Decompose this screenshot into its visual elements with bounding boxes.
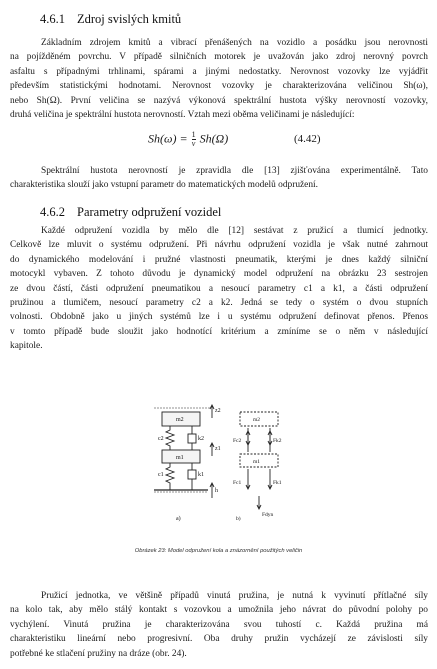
fraction-numerator: 1 bbox=[191, 130, 196, 139]
label-c1: c1 bbox=[158, 472, 164, 478]
text-line: do dynamického modelování i pružné vlastnosti pneumatik, kterými je dnes každý silniční bbox=[10, 254, 428, 265]
section-heading-4-6-1 bbox=[40, 12, 181, 27]
equation-number: (4.42) bbox=[294, 133, 321, 145]
text-line: charakteristiku lineární nebo progresivní. Oba druhy pružin vycházejí ze závislosti síly bbox=[10, 634, 428, 645]
paragraph-road-unevenness bbox=[10, 36, 428, 122]
label-z2: z2 bbox=[215, 408, 221, 414]
text-line: druhá veličina je spektrální hustota nerovností. Vztah mezi oběma veličinami je následující: bbox=[10, 109, 355, 120]
spring-c2 bbox=[166, 426, 174, 450]
text-line: především statistickými hodnotami. Nerovnost vozovky je charakterizována veličinou Sh(ω), bbox=[10, 81, 428, 92]
label-fc2: Fc2 bbox=[233, 438, 242, 444]
damper-k1 bbox=[188, 470, 196, 479]
text-line: kapitole. bbox=[10, 341, 43, 352]
section-number: 4.6.2 bbox=[40, 205, 65, 219]
text-line: Pružicí jednotka, ve většině případů vinutá pružina, je nutná k vyvinutí přítlačné síly bbox=[41, 591, 428, 601]
text-line: charakteristika slouží jako vstupní parametr do matematických modelů odpružení. bbox=[10, 180, 318, 191]
section-heading-4-6-2 bbox=[40, 205, 221, 220]
section-title: Parametry odpružení vozidel bbox=[77, 205, 222, 219]
label-m2-b: m2 bbox=[253, 417, 261, 423]
text-line: na kolo tak, aby mělo stálý kontakt s vozovkou a umožnila jeho návrat do původní polohy po bbox=[10, 605, 428, 616]
text-line: ze dvou částí, části odpružení pneumatikou a nesoucí parametry c1 a k1, a části odpružení bbox=[10, 283, 428, 294]
figure-a-diagram bbox=[154, 405, 214, 498]
paragraph-spectral-density bbox=[10, 164, 428, 193]
text-line: volnosti. Obdobně jako u jiných systémů lze i u systému odpružení definovat přenos. Přenos bbox=[10, 312, 428, 323]
equation-formula bbox=[148, 131, 228, 148]
text-line: asfaltu s případnými trhlinami, spárami a jinými nedostatky. Nerovnost vozovky lze vyjádřit bbox=[10, 66, 428, 77]
spring-c1 bbox=[166, 463, 174, 490]
text-line: v tomto případě bude sloužit jako hodnotící kritérium a zmíníme se o něm v následující bbox=[10, 326, 428, 337]
label-fdyn: Fdyn bbox=[262, 512, 274, 518]
section-title: Zdroj svislých kmitů bbox=[77, 12, 182, 26]
label-m1: m1 bbox=[176, 455, 184, 461]
equation-fraction bbox=[192, 131, 196, 148]
equation-lhs: Sh(ω) = bbox=[148, 131, 188, 146]
text-line: Spektrální hustota nerovností je zpravidla dle [13] zjišťována experimentálně. Tato bbox=[41, 166, 428, 176]
equation-rhs: Sh(Ω) bbox=[199, 131, 229, 146]
text-line: na pojížděném povrchu. V případě silničních motorek je uvažován jako zdroj nerovný povrch bbox=[10, 52, 428, 63]
figure-caption: Obrázek 23: Model odpružení kola a znázornění použitých veličin bbox=[134, 548, 303, 554]
section-number: 4.6.1 bbox=[40, 12, 65, 26]
label-c2: c2 bbox=[158, 436, 164, 442]
text-line: nebo Sh(Ω). První veličina se nazývá výkonová spektrální hustota výšky nerovností vozovky, bbox=[10, 95, 428, 106]
label-h: h bbox=[215, 488, 218, 494]
damper-k2 bbox=[188, 434, 196, 443]
label-a: a) bbox=[176, 516, 181, 522]
label-m2: m2 bbox=[176, 417, 184, 423]
text-line: Celkově lze mluvit o systému odpružení. Při návrhu odpružení vozidla je však nutné zahrnout bbox=[10, 240, 428, 251]
text-line: Každé odpružení vozidla by mělo dle [12] sestávat z pružicí a tlumicí jednotky. bbox=[41, 226, 428, 236]
label-b: b) bbox=[236, 516, 241, 522]
label-fk1: Fk1 bbox=[273, 480, 282, 486]
label-z1: z1 bbox=[215, 446, 221, 452]
text-line: motocykl vybaven. Z tohoto důvodu je dynamický model odpružení na obrázku 23 sestrojen bbox=[10, 269, 428, 280]
label-m1-b: m1 bbox=[253, 459, 261, 465]
text-line: potřebné ke stlačení pružiny na dráze (obr. 24). bbox=[10, 648, 187, 659]
label-fc1: Fc1 bbox=[233, 480, 242, 486]
text-line: pružinou a tlumičem, nesoucí parametry c2 a k2. Jedná se tedy o systém o dvou stupních bbox=[10, 297, 428, 308]
label-k1: k1 bbox=[198, 472, 204, 478]
label-k2: k2 bbox=[198, 436, 204, 442]
paragraph-spring-unit bbox=[10, 589, 428, 661]
fraction-denominator: v bbox=[191, 139, 196, 148]
text-line: Základním zdrojem kmitů a vibrací přenášených na vozidlo a posádku jsou nerovnosti bbox=[41, 38, 428, 48]
equation-4-42 bbox=[0, 127, 437, 157]
text-line: vychýlení. Vinutá pružina je charakterizována svou tuhostí c. Každá pružina má bbox=[10, 619, 428, 630]
label-fk2: Fk2 bbox=[273, 438, 282, 444]
suspension-model-figure bbox=[140, 404, 300, 534]
paragraph-suspension-parameters bbox=[10, 224, 428, 354]
